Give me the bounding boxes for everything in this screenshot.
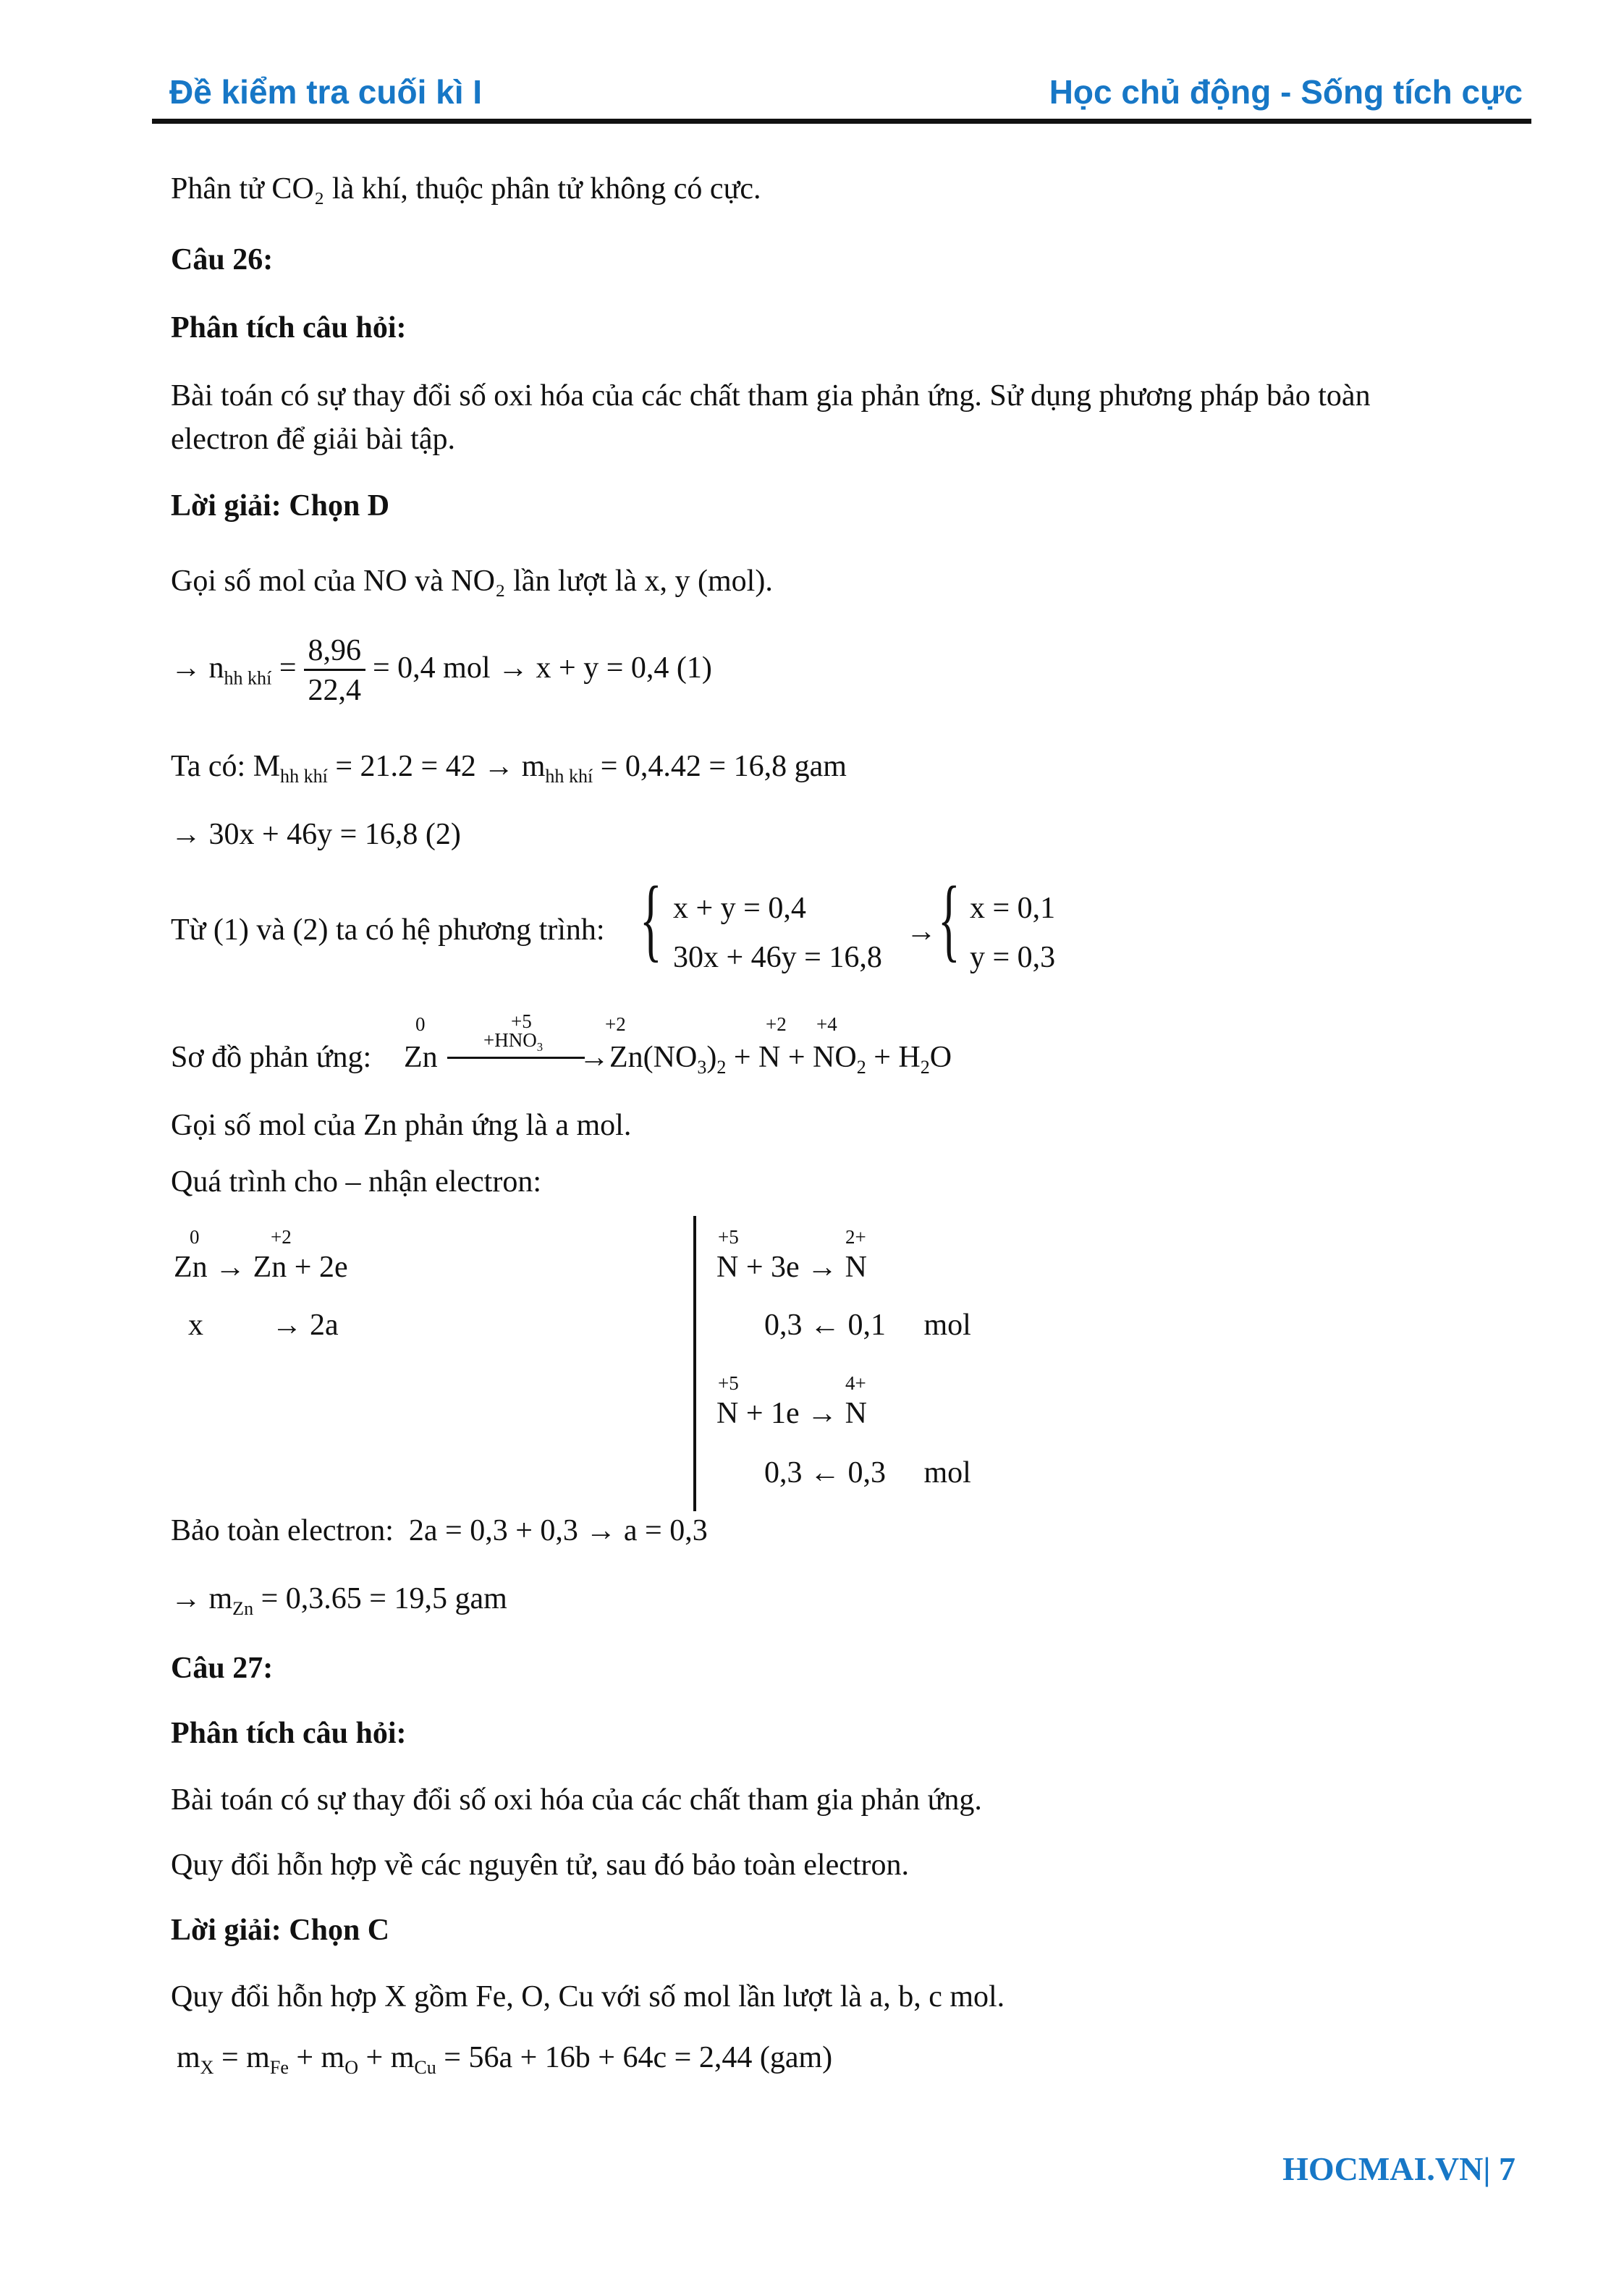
system-brace-left: { (640, 868, 662, 971)
ox-zn-plus2: +2 (605, 1013, 626, 1035)
footer-brand: HOCMAI.VN| 7 (1282, 2150, 1515, 2187)
co2-line: Phân tử CO₂ là khí, thuộc phân tử không có cực. (171, 172, 761, 206)
half-n-3e-mol: 0,3 ← 0,1 mol (764, 1309, 971, 1342)
eq-n-hh-khi: → $n_{hh khí}$ = $\frac{8,96}{22,4}$ = 0,4 mol → x + y = 0,4 (1) (171, 634, 712, 707)
system-arrow: → (906, 915, 936, 948)
reagent-hno3: $+HNO_3$ (483, 1029, 544, 1054)
scheme-products: $\to Zn(NO_3)_2 + N + NO_2 + H_2O$ (579, 1041, 952, 1078)
ox-n-plus5: +5 (511, 1010, 532, 1032)
ox-n2: 2+ (845, 1226, 866, 1248)
ox-zn0: 0 (190, 1226, 200, 1248)
ox-zn-0: 0 (415, 1013, 426, 1035)
eq-2: → 30x + 46y = 16,8 (2) (171, 818, 461, 851)
scheme-zn: Zn (404, 1041, 438, 1074)
eq-ta-co: Ta có: $M_{hh khí} = 21.2 = 42 \to m_{hh khí} = 0,4.42 = 16,8$ gam (171, 750, 847, 787)
conservation-line: Bảo toàn electron: 2a = 0,3 + 0,3 → a = 0,3 (171, 1514, 708, 1547)
q27-analysis-line1: Bài toán có sự thay đổi số oxi hóa của các chất tham gia phản ứng. (171, 1783, 982, 1817)
q27-analysis-label: Phân tích câu hỏi: (171, 1717, 407, 1750)
mx-line: $m_X = m_{Fe} + m_O + m_{Cu} = 56a + 16b + 64c = 2,44$ (gam) (177, 2041, 833, 2079)
ox-n5a: +5 (718, 1226, 739, 1248)
system-brace-right: { (938, 868, 960, 971)
scheme-label: Sơ đồ phản ứng: (171, 1041, 372, 1074)
scheme-arrow (447, 1057, 585, 1059)
q26-let-line: Gọi số mol của NO và NO₂ lần lượt là x, y (mol). (171, 565, 773, 598)
solution-x: x = 0,1 (970, 892, 1056, 925)
exchange-divider (693, 1216, 696, 1511)
q26-solution-label: Lời giải: Chọn D (171, 489, 390, 523)
half-n-3e: N + 3e → N (716, 1251, 867, 1284)
process-line: Quá trình cho – nhận electron: (171, 1165, 541, 1199)
mol-a-line: Gọi số mol của Zn phản ứng là a mol. (171, 1109, 632, 1142)
ox-n-plus4: +4 (816, 1013, 837, 1035)
fraction: $\frac{8,96}{22,4}$ (304, 635, 366, 706)
half-zn-mol: x → 2a (188, 1309, 339, 1342)
system-eq1: x + y = 0,4 (673, 892, 806, 925)
q27-analysis-line2: Quy đổi hỗn hợp về các nguyên tử, sau đó bảo toàn electron. (171, 1848, 910, 1882)
header-divider (152, 119, 1531, 124)
half-n-1e-mol: 0,3 ← 0,3 mol (764, 1456, 971, 1490)
q27-solution-label: Lời giải: Chọn C (171, 1914, 390, 1947)
ox-zn2: +2 (271, 1226, 292, 1248)
solution-y: y = 0,3 (970, 941, 1056, 974)
q26-title: Câu 26: (171, 243, 274, 276)
q26-analysis-line1: Bài toán có sự thay đổi số oxi hóa của các chất tham gia phản ứng. Sử dụng phương pháp bảo toàn (171, 379, 1371, 413)
ox-n5b: +5 (718, 1372, 739, 1394)
mzn-line: → $m_{Zn} = 0,3.65 = 19,5$ gam (171, 1582, 507, 1620)
header-title: Đề kiểm tra cuối kì I (169, 73, 483, 111)
half-n-1e: N + 1e → N (716, 1397, 867, 1430)
q26-analysis-label: Phân tích câu hỏi: (171, 311, 407, 345)
header-slogan: Học chủ động - Sống tích cực (1049, 73, 1523, 111)
system-eq2: 30x + 46y = 16,8 (673, 941, 882, 974)
q27-title: Câu 27: (171, 1652, 274, 1685)
system-label: Từ (1) và (2) ta có hệ phương trình: (171, 913, 605, 947)
q27-convert-line: Quy đổi hỗn hợp X gồm Fe, O, Cu với số mol lần lượt là a, b, c mol. (171, 1980, 1005, 2014)
ox-n4: 4+ (845, 1372, 866, 1394)
half-zn: Zn → Zn + 2e (174, 1251, 348, 1284)
q26-analysis-line2: electron để giải bài tập. (171, 423, 455, 456)
ox-n-plus2: +2 (766, 1013, 787, 1035)
